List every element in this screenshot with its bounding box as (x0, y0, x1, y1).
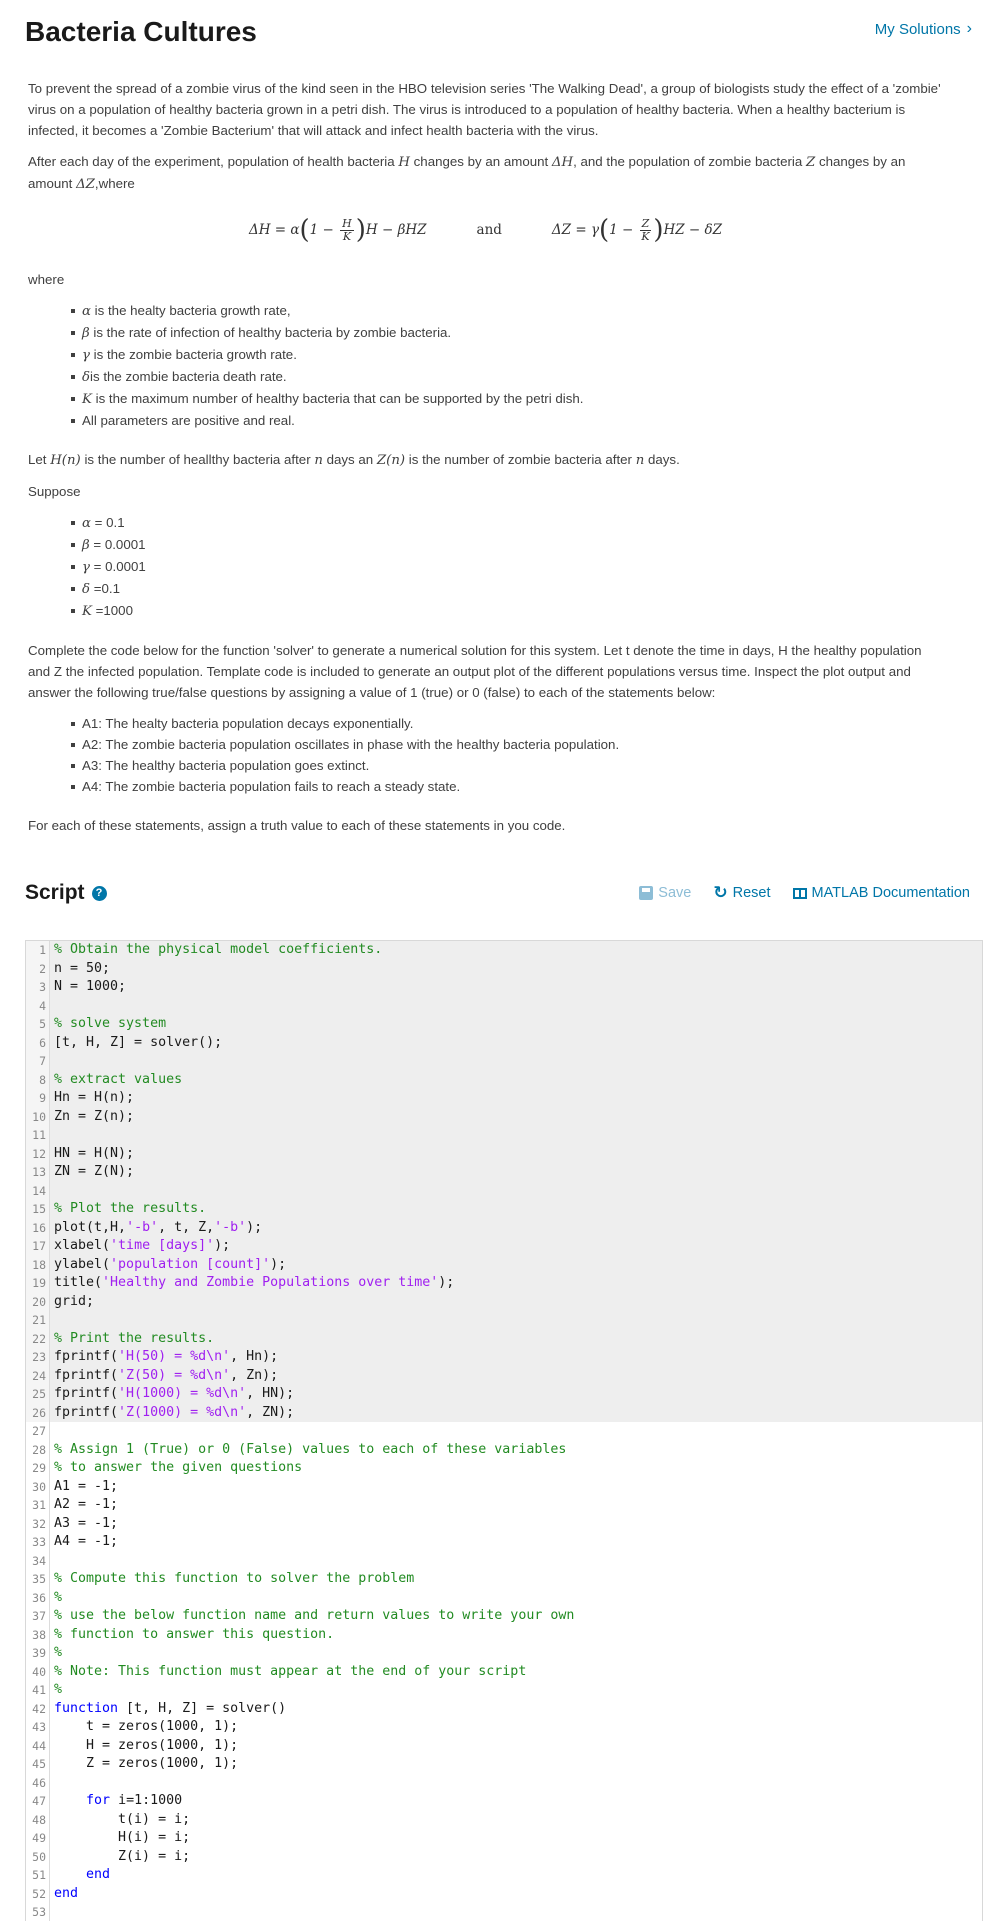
line-number: 48 (26, 1811, 50, 1830)
code-line[interactable] (26, 1626, 982, 1645)
parameter-item (82, 300, 943, 322)
line-number: 53 (26, 1903, 50, 1921)
line-number: 52 (26, 1885, 50, 1904)
code-text[interactable]: end (54, 1885, 79, 1901)
line-number: 37 (26, 1607, 50, 1626)
line-number: 16 (26, 1219, 50, 1238)
code-line[interactable] (26, 1441, 982, 1460)
code-line[interactable] (26, 1367, 982, 1386)
script-toolbar (639, 883, 970, 903)
code-text[interactable]: ylabel('population [count]'); (50, 1256, 982, 1275)
code-line[interactable] (26, 1274, 982, 1293)
code-text[interactable]: % (54, 1682, 63, 1697)
line-number: 22 (26, 1330, 50, 1349)
parameter-item (82, 344, 943, 366)
code-line[interactable] (26, 1478, 982, 1497)
line-number: 44 (26, 1737, 50, 1756)
value-item (82, 534, 943, 556)
footer-paragraph: For each of these statements, assign a truth value to each of these statements in you code. (28, 818, 566, 833)
code-text[interactable]: H(i) = i; (54, 1830, 191, 1845)
list-item-text: A3: The healthy bacteria population goes extinct. (82, 758, 370, 773)
my-solutions-label: My Solutions (874, 20, 961, 38)
code-line[interactable] (26, 1533, 982, 1552)
code-line[interactable] (26, 1219, 982, 1238)
code-text[interactable]: t(i) = i; (54, 1811, 191, 1827)
parameter-item (82, 410, 943, 431)
instructions-paragraph: Complete the code below for the function 'solver' to generate a numerical solution for this system. Let t denote the time in days, H the healthy population and Z the infected population. Template code is included to generate an output plot of the different populations versus time. Inspect the plot output and answer the following true/false questions by assigning a value of 1 (true) or 0 (false) to each of the statements below: (28, 643, 922, 700)
line-number: 2 (26, 960, 50, 979)
value-item (82, 512, 943, 534)
line-number: 31 (26, 1496, 50, 1515)
value-item (82, 556, 943, 578)
book-icon (793, 888, 807, 899)
line-number: 17 (26, 1237, 50, 1256)
math-symbol: γ (82, 560, 90, 575)
code-line[interactable] (26, 1108, 982, 1127)
line-number: 4 (26, 997, 50, 1016)
code-line[interactable] (26, 1404, 982, 1423)
code-text[interactable]: xlabel('time [days]'); (50, 1237, 982, 1256)
line-number: 5 (26, 1015, 50, 1034)
code-line[interactable] (26, 1903, 982, 1921)
value-item (82, 600, 943, 622)
code-line[interactable] (26, 1459, 982, 1478)
code-text[interactable] (50, 1774, 982, 1793)
code-text[interactable]: % (54, 1589, 63, 1605)
list-item-text: is the maximum number of healthy bacteria that can be supported by the petri dish. (91, 391, 584, 406)
code-line[interactable] (26, 1422, 982, 1441)
math-symbol: β (82, 326, 90, 341)
code-line[interactable] (26, 1126, 982, 1145)
line-number: 9 (26, 1089, 50, 1108)
code-line[interactable] (26, 1885, 982, 1904)
line-number: 29 (26, 1459, 50, 1478)
line-number: 15 (26, 1200, 50, 1219)
line-number: 26 (26, 1404, 50, 1423)
code-text[interactable]: HN = H(N); (50, 1145, 982, 1164)
list-item-text: = 0.0001 (89, 537, 146, 552)
line-number: 6 (26, 1034, 50, 1053)
code-line[interactable] (26, 1552, 982, 1571)
line-number: 1 (26, 941, 50, 960)
value-item (82, 578, 943, 600)
line-number: 3 (26, 978, 50, 997)
code-text[interactable]: % Note: This function must appear at the end of your script (54, 1663, 527, 1679)
line-number: 42 (26, 1700, 50, 1719)
save-button[interactable] (639, 885, 691, 901)
line-number: 41 (26, 1681, 50, 1700)
list-item-text: A1: The healty bacteria population decays exponentially. (82, 716, 414, 731)
question-item (82, 776, 943, 797)
line-number: 12 (26, 1145, 50, 1164)
code-line[interactable] (26, 1515, 982, 1534)
line-number: 51 (26, 1866, 50, 1885)
math-symbol: β (82, 538, 90, 553)
code-text[interactable]: % extract values (50, 1071, 982, 1090)
code-text[interactable]: n = 50; (50, 960, 982, 979)
parameter-item (82, 322, 943, 344)
let-paragraph: Let H(n) is the number of heallthy bacteria after n days an Z(n) is the number of zombie bacteria after n days. (28, 452, 680, 468)
code-line[interactable] (26, 978, 982, 997)
code-text[interactable]: A2 = -1; (54, 1497, 119, 1512)
code-text[interactable] (50, 1182, 982, 1201)
parameter-item (82, 366, 943, 388)
list-item-text: = 0.0001 (89, 559, 146, 574)
line-number: 18 (26, 1256, 50, 1275)
line-number: 50 (26, 1848, 50, 1867)
code-text[interactable]: fprintf('Z(1000) = %d\n', ZN); (50, 1404, 982, 1423)
math-symbol: K (82, 392, 92, 407)
code-text[interactable] (50, 1311, 982, 1330)
code-text[interactable]: fprintf('H(1000) = %d\n', HN); (50, 1385, 982, 1404)
code-line[interactable] (26, 1052, 982, 1071)
code-line[interactable] (26, 1607, 982, 1626)
code-line[interactable] (26, 1755, 982, 1774)
list-item-text: All parameters are positive and real. (82, 413, 295, 428)
line-number: 38 (26, 1626, 50, 1645)
code-line[interactable] (26, 1330, 982, 1349)
code-line[interactable] (26, 1700, 982, 1719)
save-icon (639, 886, 653, 900)
question-list (28, 713, 943, 797)
math-symbol: γ (82, 348, 90, 363)
line-number: 49 (26, 1829, 50, 1848)
help-icon[interactable]: ? (92, 886, 107, 901)
code-line[interactable] (26, 1200, 982, 1219)
suppose-label: Suppose (28, 484, 81, 499)
reset-icon: ↻ (713, 883, 728, 902)
line-number: 40 (26, 1663, 50, 1682)
list-item-text: A2: The zombie bacteria population oscillates in phase with the healthy bacteria population. (82, 737, 620, 752)
code-line[interactable] (26, 1663, 982, 1682)
line-number: 19 (26, 1274, 50, 1293)
code-line[interactable] (26, 1071, 982, 1090)
code-text[interactable]: [t, H, Z] = solver(); (50, 1034, 982, 1053)
line-number: 20 (26, 1293, 50, 1312)
code-line[interactable] (26, 1496, 982, 1515)
code-text[interactable]: Z = zeros(1000, 1); (54, 1756, 239, 1771)
math-symbol: α (82, 516, 91, 531)
code-line[interactable] (26, 1015, 982, 1034)
list-item-text: A4: The zombie bacteria population fails to reach a steady state. (82, 779, 461, 794)
code-line[interactable] (26, 1811, 982, 1830)
code-text[interactable]: % Assign 1 (True) or 0 (False) values to each of these variables (54, 1441, 567, 1457)
question-item (82, 755, 943, 776)
code-line[interactable] (26, 1237, 982, 1256)
code-text[interactable]: % Obtain the physical model coefficients. (50, 941, 982, 960)
page-title: Bacteria Cultures (25, 16, 257, 47)
problem-description (28, 78, 943, 846)
line-number: 43 (26, 1718, 50, 1737)
line-number: 33 (26, 1533, 50, 1552)
code-text[interactable]: % to answer the given questions (54, 1460, 303, 1475)
code-text[interactable]: end (86, 1867, 111, 1882)
code-line[interactable] (26, 1644, 982, 1663)
code-text[interactable]: A4 = -1; (54, 1534, 119, 1549)
list-item-text: is the zombie bacteria growth rate. (89, 347, 297, 362)
code-line[interactable] (26, 1866, 982, 1885)
code-line[interactable] (26, 1145, 982, 1164)
code-editor[interactable] (25, 940, 983, 1921)
list-item-text: = 0.1 (90, 515, 125, 530)
code-text[interactable]: Zn = Z(n); (50, 1108, 982, 1127)
line-number: 32 (26, 1515, 50, 1534)
line-number: 21 (26, 1311, 50, 1330)
intro-paragraph: To prevent the spread of a zombie virus of the kind seen in the HBO television series 'The Walking Dead', a group of biologists study the effect of a 'zombie' virus on a population of healthy bacteria grown in a petri dish. The virus is introduced to a population of healthy bacteria. When a healthy bacterium is infected, it becomes a 'Zombie Bacterium' that will attack and infect health bacteria with the virus. (28, 81, 941, 138)
code-text[interactable]: % solve system (50, 1015, 982, 1034)
code-text[interactable]: % (54, 1645, 63, 1660)
list-item-text: is the zombie bacteria death rate. (90, 369, 287, 384)
code-text[interactable]: for i=1:1000 (86, 1793, 183, 1808)
reset-label: Reset (732, 885, 771, 901)
code-text[interactable]: Z(i) = i; (54, 1848, 191, 1864)
line-number: 28 (26, 1441, 50, 1460)
code-text[interactable]: ZN = Z(N); (50, 1163, 982, 1182)
code-text[interactable] (50, 997, 982, 1016)
line-number: 13 (26, 1163, 50, 1182)
line-number: 27 (26, 1422, 50, 1441)
matlab-docs-label: MATLAB Documentation (811, 885, 970, 901)
code-text[interactable]: fprintf('Z(50) = %d\n', Zn); (50, 1367, 982, 1386)
reset-button[interactable] (713, 883, 770, 903)
code-text[interactable]: Hn = H(n); (50, 1089, 982, 1108)
code-line[interactable] (26, 1163, 982, 1182)
matlab-docs-button[interactable] (793, 885, 971, 901)
code-text[interactable]: % use the below function name and return values to write your own (54, 1608, 575, 1623)
code-line[interactable] (26, 997, 982, 1016)
list-item-text: =0.1 (90, 581, 120, 596)
line-number: 35 (26, 1570, 50, 1589)
where-label: where (28, 272, 65, 287)
code-line[interactable] (26, 1681, 982, 1700)
code-text[interactable]: % Print the results. (50, 1330, 982, 1349)
code-line[interactable] (26, 1589, 982, 1608)
code-line[interactable] (26, 1182, 982, 1201)
code-text[interactable]: N = 1000; (50, 978, 982, 997)
list-item-text: =1000 (91, 603, 133, 618)
line-number: 34 (26, 1552, 50, 1571)
code-line[interactable] (26, 1348, 982, 1367)
math-symbol: K (82, 604, 92, 619)
code-line[interactable] (26, 1774, 982, 1793)
list-item-text: is the rate of infection of healthy bacteria by zombie bacteria. (89, 325, 452, 340)
code-line[interactable] (26, 1848, 982, 1867)
code-line[interactable] (26, 941, 982, 960)
my-solutions-link[interactable] (875, 20, 972, 38)
save-label: Save (658, 885, 692, 901)
code-line[interactable] (26, 1256, 982, 1275)
code-line[interactable] (26, 1570, 982, 1589)
code-text[interactable] (50, 1903, 982, 1921)
line-number: 45 (26, 1755, 50, 1774)
line-number: 23 (26, 1348, 50, 1367)
code-line[interactable] (26, 1034, 982, 1053)
code-text[interactable]: function [t, H, Z] = solver() (54, 1700, 287, 1716)
code-line[interactable] (26, 1829, 982, 1848)
question-item (82, 713, 943, 734)
line-number: 46 (26, 1774, 50, 1793)
value-list (28, 512, 943, 622)
line-number: 11 (26, 1126, 50, 1145)
parameter-item (82, 388, 943, 410)
code-text[interactable]: title('Healthy and Zombie Populations over time'); (50, 1274, 982, 1293)
list-item-text: is the healty bacteria growth rate, (90, 303, 291, 318)
code-text[interactable]: % function to answer this question. (54, 1626, 335, 1642)
code-text[interactable]: A3 = -1; (54, 1515, 119, 1531)
script-header (25, 876, 970, 910)
change-paragraph: After each day of the experiment, population of health bacteria H changes by an amount ΔH, and the population of zombie bacteria Z changes by an amount ΔZ,where (28, 154, 906, 192)
code-text[interactable]: t = zeros(1000, 1); (54, 1719, 239, 1734)
code-text[interactable]: A1 = -1; (54, 1478, 119, 1494)
line-number: 10 (26, 1108, 50, 1127)
equations (28, 209, 943, 251)
math-symbol: δ (82, 582, 91, 597)
line-number: 24 (26, 1367, 50, 1386)
line-number: 47 (26, 1792, 50, 1811)
code-text[interactable]: % Plot the results. (50, 1200, 982, 1219)
line-number: 36 (26, 1589, 50, 1608)
equation-delta-h: ΔH = α(1 − $\frac{H}{K}$ )H − βHZ (248, 214, 427, 245)
line-number: 8 (26, 1071, 50, 1090)
code-line[interactable] (26, 1089, 982, 1108)
code-line[interactable] (26, 960, 982, 979)
line-number: 25 (26, 1385, 50, 1404)
code-line[interactable] (26, 1792, 982, 1811)
line-number: 7 (26, 1052, 50, 1071)
math-symbol: α (82, 304, 91, 319)
equation-and: and (476, 221, 502, 238)
line-number: 39 (26, 1644, 50, 1663)
chevron-right-icon: › (966, 20, 972, 37)
script-title: Script (25, 881, 85, 904)
code-text[interactable]: grid; (50, 1293, 982, 1312)
code-text[interactable]: fprintf('H(50) = %d\n', Hn); (50, 1348, 982, 1367)
code-line[interactable] (26, 1293, 982, 1312)
parameter-list (28, 300, 943, 431)
question-item (82, 734, 943, 755)
code-text[interactable]: % Compute this function to solver the problem (54, 1571, 415, 1586)
code-text[interactable]: H = zeros(1000, 1); (54, 1737, 239, 1753)
code-line[interactable] (26, 1737, 982, 1756)
code-text[interactable] (50, 1552, 982, 1571)
math-symbol: δ (82, 370, 91, 385)
code-line[interactable] (26, 1385, 982, 1404)
equation-delta-z: ΔZ = γ(1 − $\frac{Z}{K}$ )HZ − δZ (551, 214, 723, 245)
line-number: 14 (26, 1182, 50, 1201)
code-text[interactable]: plot(t,H,'-b', t, Z,'-b'); (50, 1219, 982, 1238)
code-text[interactable] (50, 1126, 982, 1145)
code-line[interactable] (26, 1311, 982, 1330)
code-text[interactable] (50, 1052, 982, 1071)
code-text[interactable] (50, 1422, 982, 1441)
line-number: 30 (26, 1478, 50, 1497)
code-line[interactable] (26, 1718, 982, 1737)
